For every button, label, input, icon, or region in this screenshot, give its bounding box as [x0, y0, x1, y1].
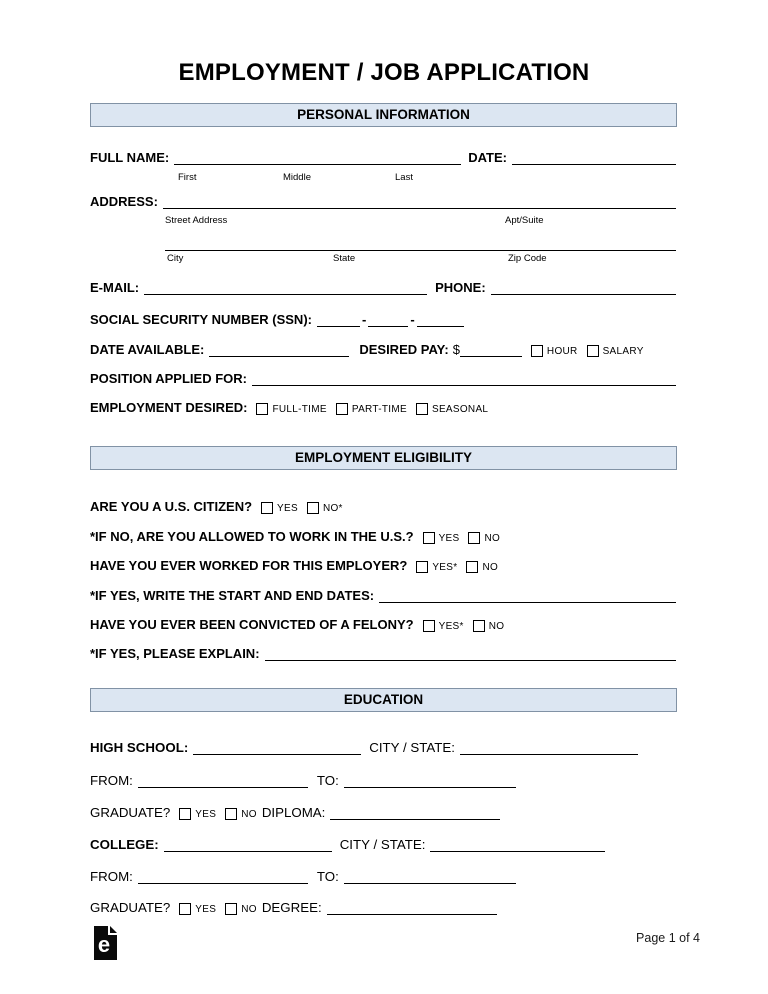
zip-code-sublabel: Zip Code: [508, 253, 547, 264]
salary-checkbox-label: SALARY: [602, 345, 644, 357]
document-logo-icon: [92, 925, 118, 961]
citizen-yes-checkbox-label: YES: [277, 502, 298, 514]
ssn-part3-input-line[interactable]: [417, 312, 464, 327]
hs-graduate-yes-checkbox-label: YES: [195, 808, 217, 820]
seasonal-checkbox-icon[interactable]: [416, 403, 428, 415]
worked-no-checkbox-icon[interactable]: [466, 561, 478, 573]
date-input-line[interactable]: [512, 150, 676, 165]
hs-from-input-line[interactable]: [138, 773, 308, 788]
hs-graduate-yes-checkbox-item[interactable]: [179, 808, 216, 820]
start-end-dates-row: [90, 586, 676, 603]
citizen-no-checkbox-icon[interactable]: [307, 502, 319, 514]
hs-city-state-label: CITY / STATE:: [369, 740, 455, 755]
street-address-sublabel: Street Address: [165, 215, 228, 226]
hour-checkbox-item[interactable]: [531, 345, 578, 357]
college-graduate-yes-checkbox-label: YES: [195, 903, 217, 915]
part-time-checkbox-label: PART-TIME: [351, 403, 407, 415]
phone-label: PHONE:: [435, 280, 486, 295]
date-label: DATE:: [468, 150, 507, 165]
date-available-label: DATE AVAILABLE:: [90, 342, 205, 357]
allowed-yes-checkbox-icon[interactable]: [423, 532, 435, 544]
allowed-no-checkbox-icon[interactable]: [468, 532, 480, 544]
position-applied-input-line[interactable]: [252, 371, 676, 386]
college-to-label: TO:: [316, 869, 339, 884]
seasonal-checkbox-label: SEASONAL: [431, 403, 489, 415]
employment-desired-row: [90, 398, 676, 415]
worked-question-row: [90, 556, 676, 573]
college-graduate-yes-checkbox-item[interactable]: [179, 903, 216, 915]
citizen-question-row: [90, 497, 676, 514]
ssn-part1-input-line[interactable]: [317, 312, 360, 327]
high-school-row: [90, 738, 676, 755]
worked-question-label: HAVE YOU EVER WORKED FOR THIS EMPLOYER?: [90, 558, 408, 573]
college-city-state-input-line[interactable]: [430, 837, 605, 852]
diploma-label: DIPLOMA:: [261, 805, 326, 820]
start-end-dates-label: *IF YES, WRITE THE START AND END DATES:: [90, 588, 375, 603]
high-school-label: HIGH SCHOOL:: [90, 740, 189, 755]
hs-to-label: TO:: [316, 773, 339, 788]
college-label: COLLEGE:: [90, 837, 159, 852]
date-available-desired-pay-row: [90, 340, 676, 357]
felony-explain-row: [90, 644, 676, 661]
allowed-yes-checkbox-item[interactable]: [423, 532, 460, 544]
worked-yes-checkbox-label: YES*: [432, 561, 458, 573]
college-from-input-line[interactable]: [138, 869, 308, 884]
hs-from-label: FROM:: [90, 773, 133, 788]
full-name-label: FULL NAME:: [90, 150, 170, 165]
desired-pay-label: DESIRED PAY:: [359, 342, 449, 357]
degree-input-line[interactable]: [327, 900, 497, 915]
full-name-input-line[interactable]: [174, 150, 461, 165]
felony-explain-input-line[interactable]: [265, 646, 676, 661]
email-label: E-MAIL:: [90, 280, 140, 295]
ssn-row: [90, 310, 676, 327]
ssn-dash-1: -: [361, 312, 367, 327]
phone-input-line[interactable]: [491, 280, 676, 295]
felony-no-checkbox-icon[interactable]: [473, 620, 485, 632]
full-time-checkbox-label: FULL-TIME: [272, 403, 327, 415]
eforms-logo: [92, 925, 118, 966]
felony-explain-label: *IF YES, PLEASE EXPLAIN:: [90, 646, 260, 661]
college-graduate-yes-checkbox-icon[interactable]: [179, 903, 191, 915]
employment-desired-label: EMPLOYMENT DESIRED:: [90, 400, 248, 415]
worked-no-checkbox-label: NO: [482, 561, 499, 573]
dollar-sign: $: [452, 342, 460, 357]
ssn-label: SOCIAL SECURITY NUMBER (SSN):: [90, 312, 312, 327]
college-graduate-label: GRADUATE?: [90, 900, 171, 915]
ssn-dash-2: -: [410, 312, 415, 327]
felony-question-label: HAVE YOU EVER BEEN CONVICTED OF A FELONY?: [90, 617, 414, 632]
position-applied-row: [90, 369, 676, 386]
felony-yes-checkbox-label: YES*: [438, 620, 464, 632]
page-number: Page 1 of 4: [636, 931, 700, 945]
felony-no-checkbox-item[interactable]: [473, 620, 505, 632]
college-graduate-no-checkbox-label: NO: [241, 903, 257, 915]
college-graduate-no-checkbox-icon[interactable]: [225, 903, 237, 915]
apt-suite-sublabel: Apt/Suite: [505, 215, 544, 226]
state-sublabel: State: [333, 253, 356, 264]
felony-no-checkbox-label: NO: [488, 620, 505, 632]
part-time-checkbox-item[interactable]: [336, 403, 407, 415]
middle-sublabel: Middle: [283, 172, 311, 183]
college-city-state-label: CITY / STATE:: [339, 837, 426, 852]
section-header-employment-eligibility: EMPLOYMENT ELIGIBILITY: [90, 446, 677, 470]
felony-yes-checkbox-icon[interactable]: [423, 620, 435, 632]
citizen-no-checkbox-item[interactable]: [307, 502, 343, 514]
hs-graduate-no-checkbox-icon[interactable]: [225, 808, 237, 820]
felony-yes-checkbox-item[interactable]: [423, 620, 464, 632]
address-row: [90, 192, 676, 209]
high-school-graduate-row: [90, 803, 676, 820]
salary-checkbox-icon[interactable]: [587, 345, 599, 357]
page-title: EMPLOYMENT / JOB APPLICATION: [178, 59, 590, 86]
desired-pay-input-line[interactable]: [460, 342, 522, 357]
allowed-no-checkbox-item[interactable]: [468, 532, 500, 544]
hs-graduate-label: GRADUATE?: [90, 805, 171, 820]
hs-graduate-no-checkbox-item[interactable]: [225, 808, 257, 820]
part-time-checkbox-icon[interactable]: [336, 403, 348, 415]
high-school-input-line[interactable]: [193, 740, 361, 755]
diploma-input-line[interactable]: [330, 805, 500, 820]
worked-yes-checkbox-icon[interactable]: [416, 561, 428, 573]
hour-checkbox-icon[interactable]: [531, 345, 543, 357]
full-time-checkbox-icon[interactable]: [256, 403, 268, 415]
college-row: [90, 835, 676, 852]
full-name-row: [90, 148, 676, 165]
allowed-question-row: [90, 527, 676, 544]
college-graduate-row: [90, 898, 676, 915]
hs-graduate-no-checkbox-label: NO: [241, 808, 257, 820]
section-header-personal-information: PERSONAL INFORMATION: [90, 103, 677, 127]
address-input-line[interactable]: [163, 194, 676, 209]
allowed-no-checkbox-label: NO: [484, 532, 501, 544]
ssn-part2-input-line[interactable]: [368, 312, 408, 327]
email-input-line[interactable]: [144, 280, 427, 295]
email-phone-row: [90, 278, 676, 295]
college-to-input-line[interactable]: [344, 869, 516, 884]
position-applied-label: POSITION APPLIED FOR:: [90, 371, 247, 386]
hour-checkbox-label: HOUR: [546, 345, 578, 357]
address-label: ADDRESS:: [90, 194, 158, 209]
citizen-yes-checkbox-icon[interactable]: [261, 502, 273, 514]
first-sublabel: First: [178, 172, 197, 183]
citizen-yes-checkbox-item[interactable]: [261, 502, 298, 514]
salary-checkbox-item[interactable]: [587, 345, 644, 357]
city-sublabel: City: [167, 253, 184, 264]
svg-text:e: e: [97, 932, 111, 957]
hs-to-input-line[interactable]: [344, 773, 516, 788]
section-header-education: EDUCATION: [90, 688, 677, 712]
last-sublabel: Last: [395, 172, 413, 183]
college-input-line[interactable]: [164, 837, 332, 852]
college-from-label: FROM:: [90, 869, 133, 884]
seasonal-checkbox-item[interactable]: [416, 403, 488, 415]
address-row-2: [165, 234, 676, 251]
address-line2-input-line[interactable]: [165, 236, 676, 251]
worked-no-checkbox-item[interactable]: [466, 561, 498, 573]
felony-question-row: [90, 615, 676, 632]
college-graduate-no-checkbox-item[interactable]: [225, 903, 257, 915]
college-dates-row: [90, 867, 676, 884]
high-school-dates-row: [90, 771, 676, 788]
hs-graduate-yes-checkbox-icon[interactable]: [179, 808, 191, 820]
start-end-dates-input-line[interactable]: [379, 588, 676, 603]
allowed-question-label: *IF NO, ARE YOU ALLOWED TO WORK IN THE U.S.?: [90, 529, 414, 544]
citizen-question-label: ARE YOU A U.S. CITIZEN?: [90, 499, 253, 514]
worked-yes-checkbox-item[interactable]: [416, 561, 457, 573]
date-available-input-line[interactable]: [209, 342, 349, 357]
hs-city-state-input-line[interactable]: [460, 740, 638, 755]
allowed-yes-checkbox-label: YES: [438, 532, 460, 544]
citizen-no-checkbox-label: NO*: [322, 502, 343, 514]
full-time-checkbox-item[interactable]: [256, 403, 326, 415]
degree-label: DEGREE:: [261, 900, 322, 915]
